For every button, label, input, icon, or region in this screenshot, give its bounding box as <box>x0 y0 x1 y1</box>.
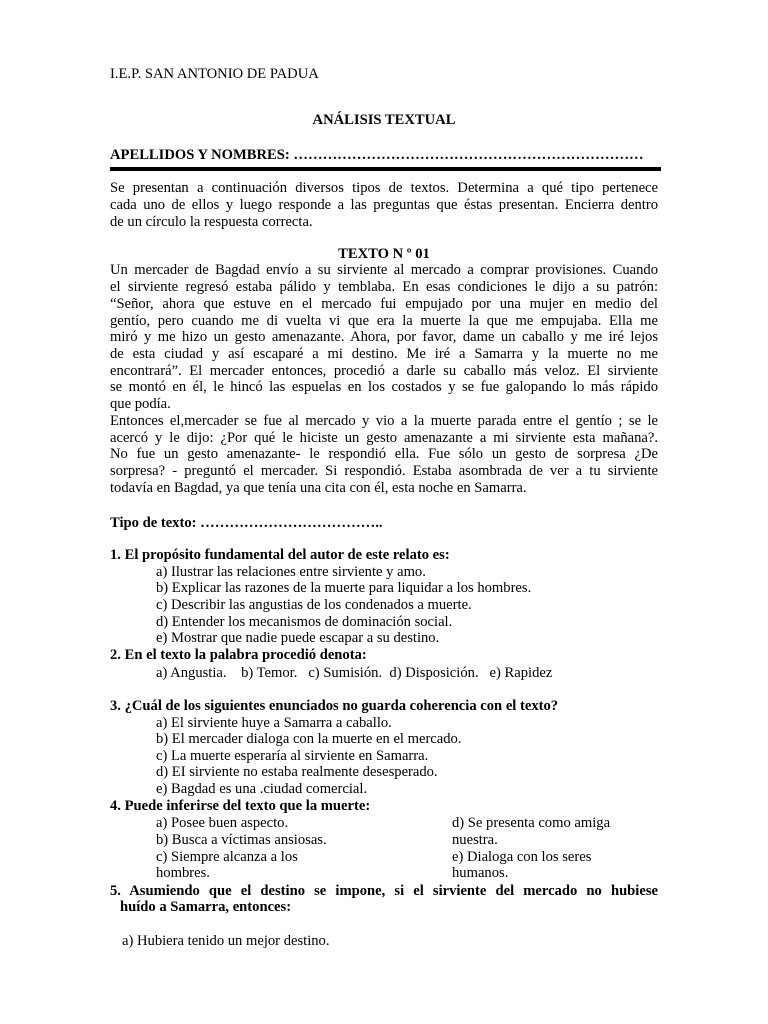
question-1-option: d) Entender los mecanismos de dominación social. <box>156 614 453 630</box>
story-line: acercó y le dijo: ¿Por qué le hiciste un gesto amenazante a mi sirviente esta mañana?. <box>110 430 658 446</box>
instruction-line: cada uno de ellos y luego responde a las preguntas que éstas presentan. Encierra dentro <box>110 197 658 213</box>
page-title: ANÁLISIS TEXTUAL <box>312 112 456 128</box>
story-line: todavía en Bagdad, ya que tenía una cita con él, esta noche en Samarra. <box>110 480 527 496</box>
question-2-options: a) Angustia. b) Temor. c) Sumisión. d) Disposición. e) Rapidez <box>156 665 553 681</box>
story-line: “Señor, ahora que estuve en el mercado fui empujado por una mujer en medio del <box>110 296 658 312</box>
story-line: miró y me hizo un gesto amenazante. Ahora, por favor, dame un caballo y me iré lejos <box>110 329 658 345</box>
story-line: gentío, pero cuando me di vuelta vi que era la muerte la que me empujaba. Ella me <box>110 313 658 329</box>
question-4: 4. Puede inferirse del texto que la muerte: <box>110 798 371 814</box>
story-line: encontrará”. El mercader entonces, procedió a darle su caballo más veloz. El sirviente <box>110 363 658 379</box>
story-line: No fue un gesto amenazante- le respondió ella. Fue sólo un gesto de sorpresa ¿De <box>110 446 658 462</box>
story-line: de esta ciudad y así escaparé a mi destino. Me iré a Samarra y la muerte no me <box>110 346 658 362</box>
question-3-option: e) Bagdad es una .ciudad comercial. <box>156 781 368 797</box>
story-line: el sirviente regresó estaba pálido y temblaba. En esas condiciones le dijo a su patrón: <box>110 279 658 295</box>
question-2: 2. En el texto la palabra procedió denota: <box>110 647 367 663</box>
text-type-field: Tipo de texto: ……………………………….. <box>110 515 383 531</box>
name-dots: ……………………………………………………………… <box>289 147 644 163</box>
name-field <box>110 147 644 164</box>
name-label: APELLIDOS Y NOMBRES: <box>110 147 290 163</box>
question-4-option-left: a) Posee buen aspecto. <box>156 815 289 831</box>
question-3: 3. ¿Cuál de los siguientes enunciados no guarda coherencia con el texto? <box>110 698 559 714</box>
question-4-option-left: b) Busca a víctimas ansiosas. <box>156 832 327 848</box>
question-3-option: a) El sirviente huye a Samarra a caballo. <box>156 715 392 731</box>
question-4-option-right: humanos. <box>452 865 509 881</box>
header-rule <box>110 167 661 171</box>
question-5-continued: huído a Samarra, entonces: <box>120 899 292 915</box>
question-1-option: a) Ilustrar las relaciones entre sirviente y amo. <box>156 564 426 580</box>
question-5-option: a) Hubiera tenido un mejor destino. <box>122 933 330 949</box>
question-3-option: c) La muerte esperaría al sirviente en Samarra. <box>156 748 429 764</box>
instruction-line: Se presentan a continuación diversos tipos de textos. Determina a qué tipo pertenece <box>110 180 658 196</box>
question-1-option: e) Mostrar que nadie puede escapar a su destino. <box>156 630 440 646</box>
story-line: sorpresa? - preguntó el mercader. Si respondió. Estaba asombrada de ver a tu sirviente <box>110 463 658 479</box>
question-5: 5. Asumiendo que el destino se impone, si el sirviente del mercado no hubiese <box>110 883 658 899</box>
text-title: TEXTO N º 01 <box>338 246 430 262</box>
story-line: Un mercader de Bagdad envío a su sirviente al mercado a comprar provisiones. Cuando <box>110 262 658 278</box>
story-line: Entonces el,mercader se fue al mercado y vio a la muerte parada entre el gentío ; se le <box>110 413 658 429</box>
question-1-option: b) Explicar las razones de la muerte para liquidar a los hombres. <box>156 580 532 596</box>
question-4-option-right: e) Dialoga con los seres <box>452 849 592 865</box>
story-line: que podía. <box>110 396 171 412</box>
school-name: I.E.P. SAN ANTONIO DE PADUA <box>110 66 319 82</box>
question-4-option-right: nuestra. <box>452 832 498 848</box>
question-1-option: c) Describir las angustias de los condenados a muerte. <box>156 597 472 613</box>
story-line: se montó en él, le hincó las espuelas en los costados y se fue galopando lo más rápido <box>110 379 658 395</box>
question-3-option: d) EI sirviente no estaba realmente desesperado. <box>156 764 438 780</box>
question-1: 1. El propósito fundamental del autor de este relato es: <box>110 547 450 563</box>
question-3-option: b) El mercader dialoga con la muerte en el mercado. <box>156 731 462 747</box>
question-4-option-left: hombres. <box>156 865 210 881</box>
question-4-option-right: d) Se presenta como amiga <box>452 815 611 831</box>
question-4-option-left: c) Siempre alcanza a los <box>156 849 298 865</box>
instruction-line: de un círculo la respuesta correcta. <box>110 214 313 230</box>
